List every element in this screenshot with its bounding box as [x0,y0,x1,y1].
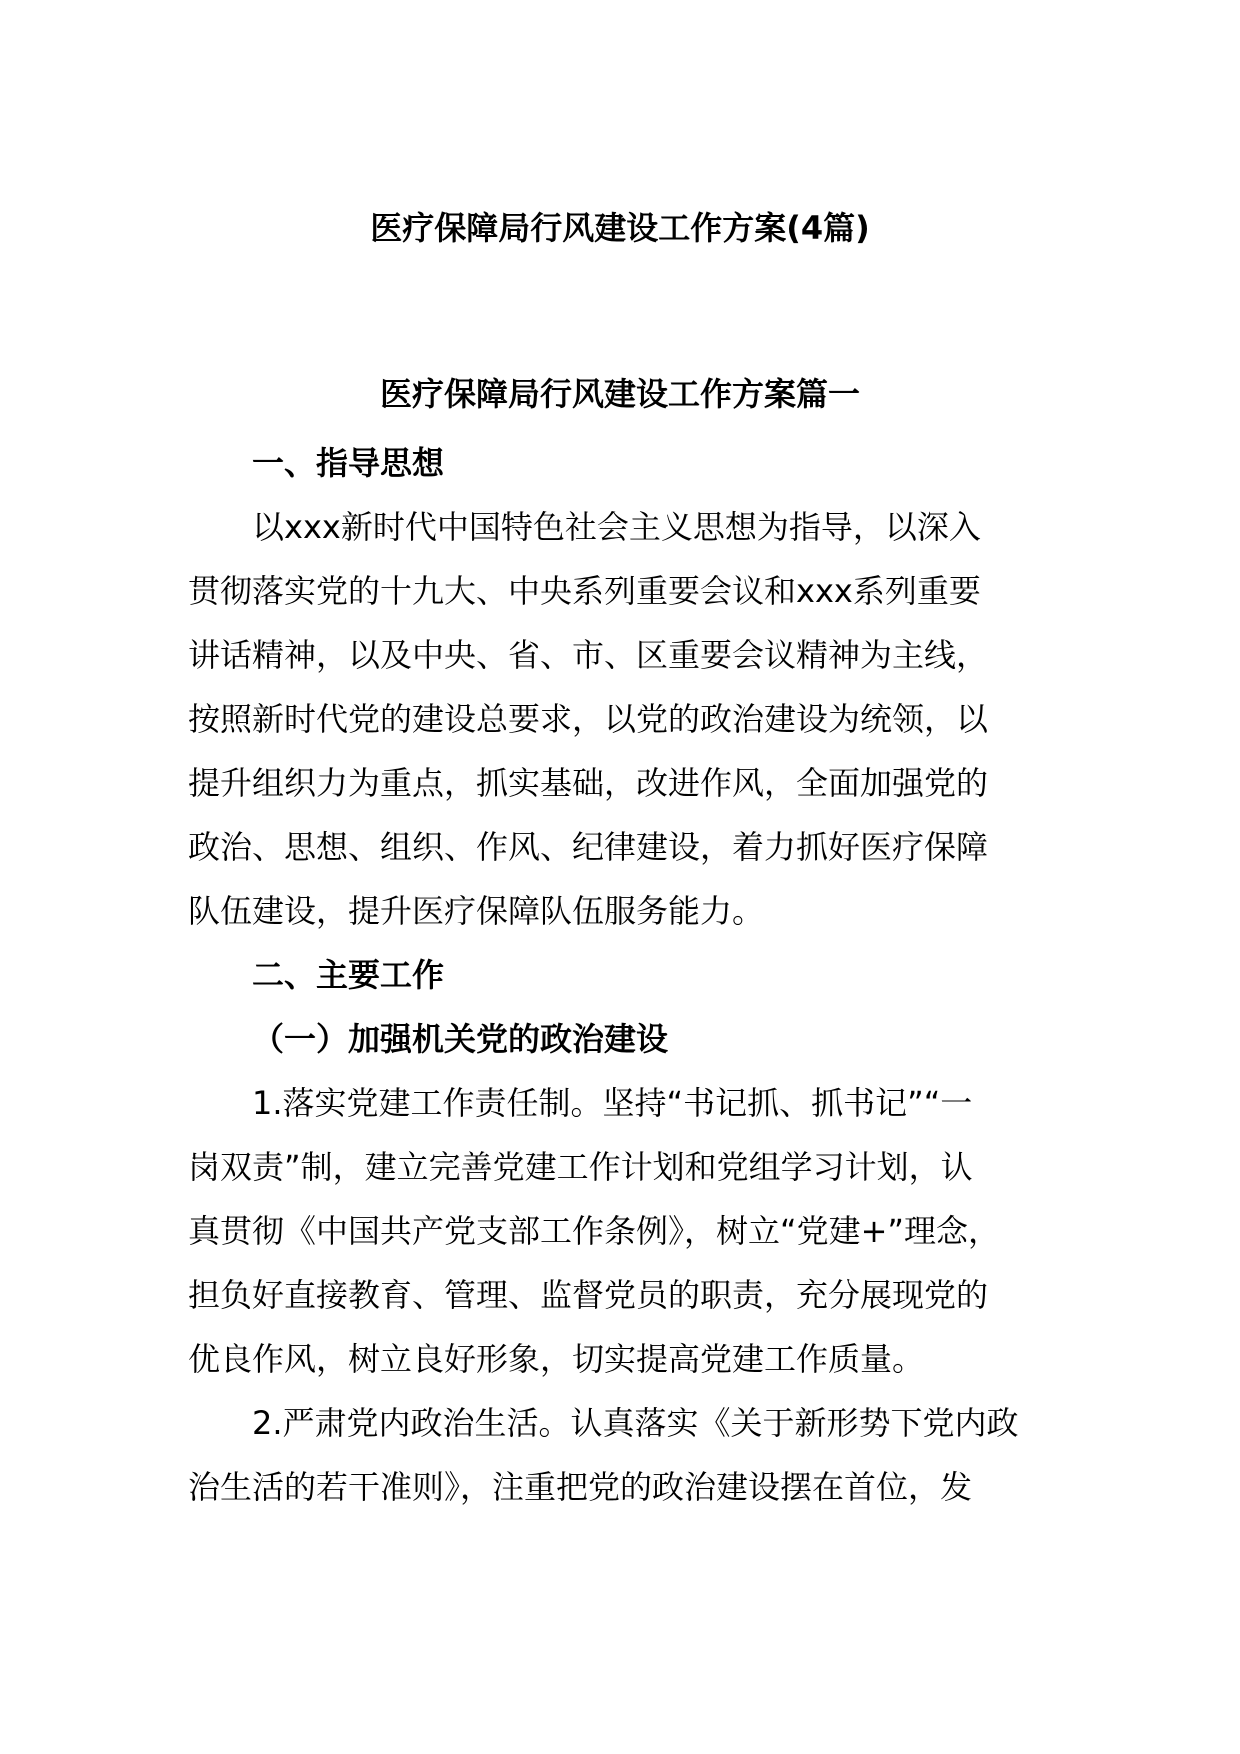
paragraph-line: 按照新时代党的建设总要求，以党的政治建设为统领，以 [188,700,989,738]
paragraph-line: 担负好直接教育、管理、监督党员的职责，充分展现党的 [188,1276,989,1314]
heading-main-work: 二、主要工作 [252,956,445,994]
paragraph-responsibility-system [188,1071,1088,1391]
subheading-political-building: （一）加强机关党的政治建设 [252,1020,669,1058]
paragraph-line: 以xxx新时代中国特色社会主义思想为指导，以深入 [252,508,981,546]
paragraph-line: 政治、思想、组织、作风、纪律建设，着力抓好医疗保障 [188,828,989,866]
paragraph-line: 队伍建设，提升医疗保障队伍服务能力。 [188,892,765,930]
paragraph-line: 真贯彻《中国共产党支部工作条例》，树立“党建+”理念， [188,1212,1000,1250]
paragraph-line: 1.落实党建工作责任制。坚持“书记抓、抓书记”“一 [252,1084,973,1122]
paragraph-line: 治生活的若干准则》，注重把党的政治建设摆在首位，发 [188,1468,973,1506]
paragraph-line: 优良作风，树立良好形象，切实提高党建工作质量。 [188,1340,925,1378]
document-title: 医疗保障局行风建设工作方案(4篇) [370,209,870,247]
paragraph-guiding-ideology [188,495,1088,943]
paragraph-line: 讲话精神，以及中央、省、市、区重要会议精神为主线， [188,636,989,674]
document-body [188,431,1088,1519]
paragraph-political-life [188,1391,1088,1519]
paragraph-line: 岗双责”制，建立完善党建工作计划和党组学习计划，认 [188,1148,973,1186]
paragraph-line: 提升组织力为重点，抓实基础，改进作风，全面加强党的 [188,764,989,802]
paragraph-line: 2.严肃党内政治生活。认真落实《关于新形势下党内政 [252,1404,1019,1442]
section-title: 医疗保障局行风建设工作方案篇一 [379,375,860,413]
paragraph-line: 贯彻落实党的十九大、中央系列重要会议和xxx系列重要 [188,572,981,610]
heading-guiding-ideology: 一、指导思想 [252,444,445,482]
